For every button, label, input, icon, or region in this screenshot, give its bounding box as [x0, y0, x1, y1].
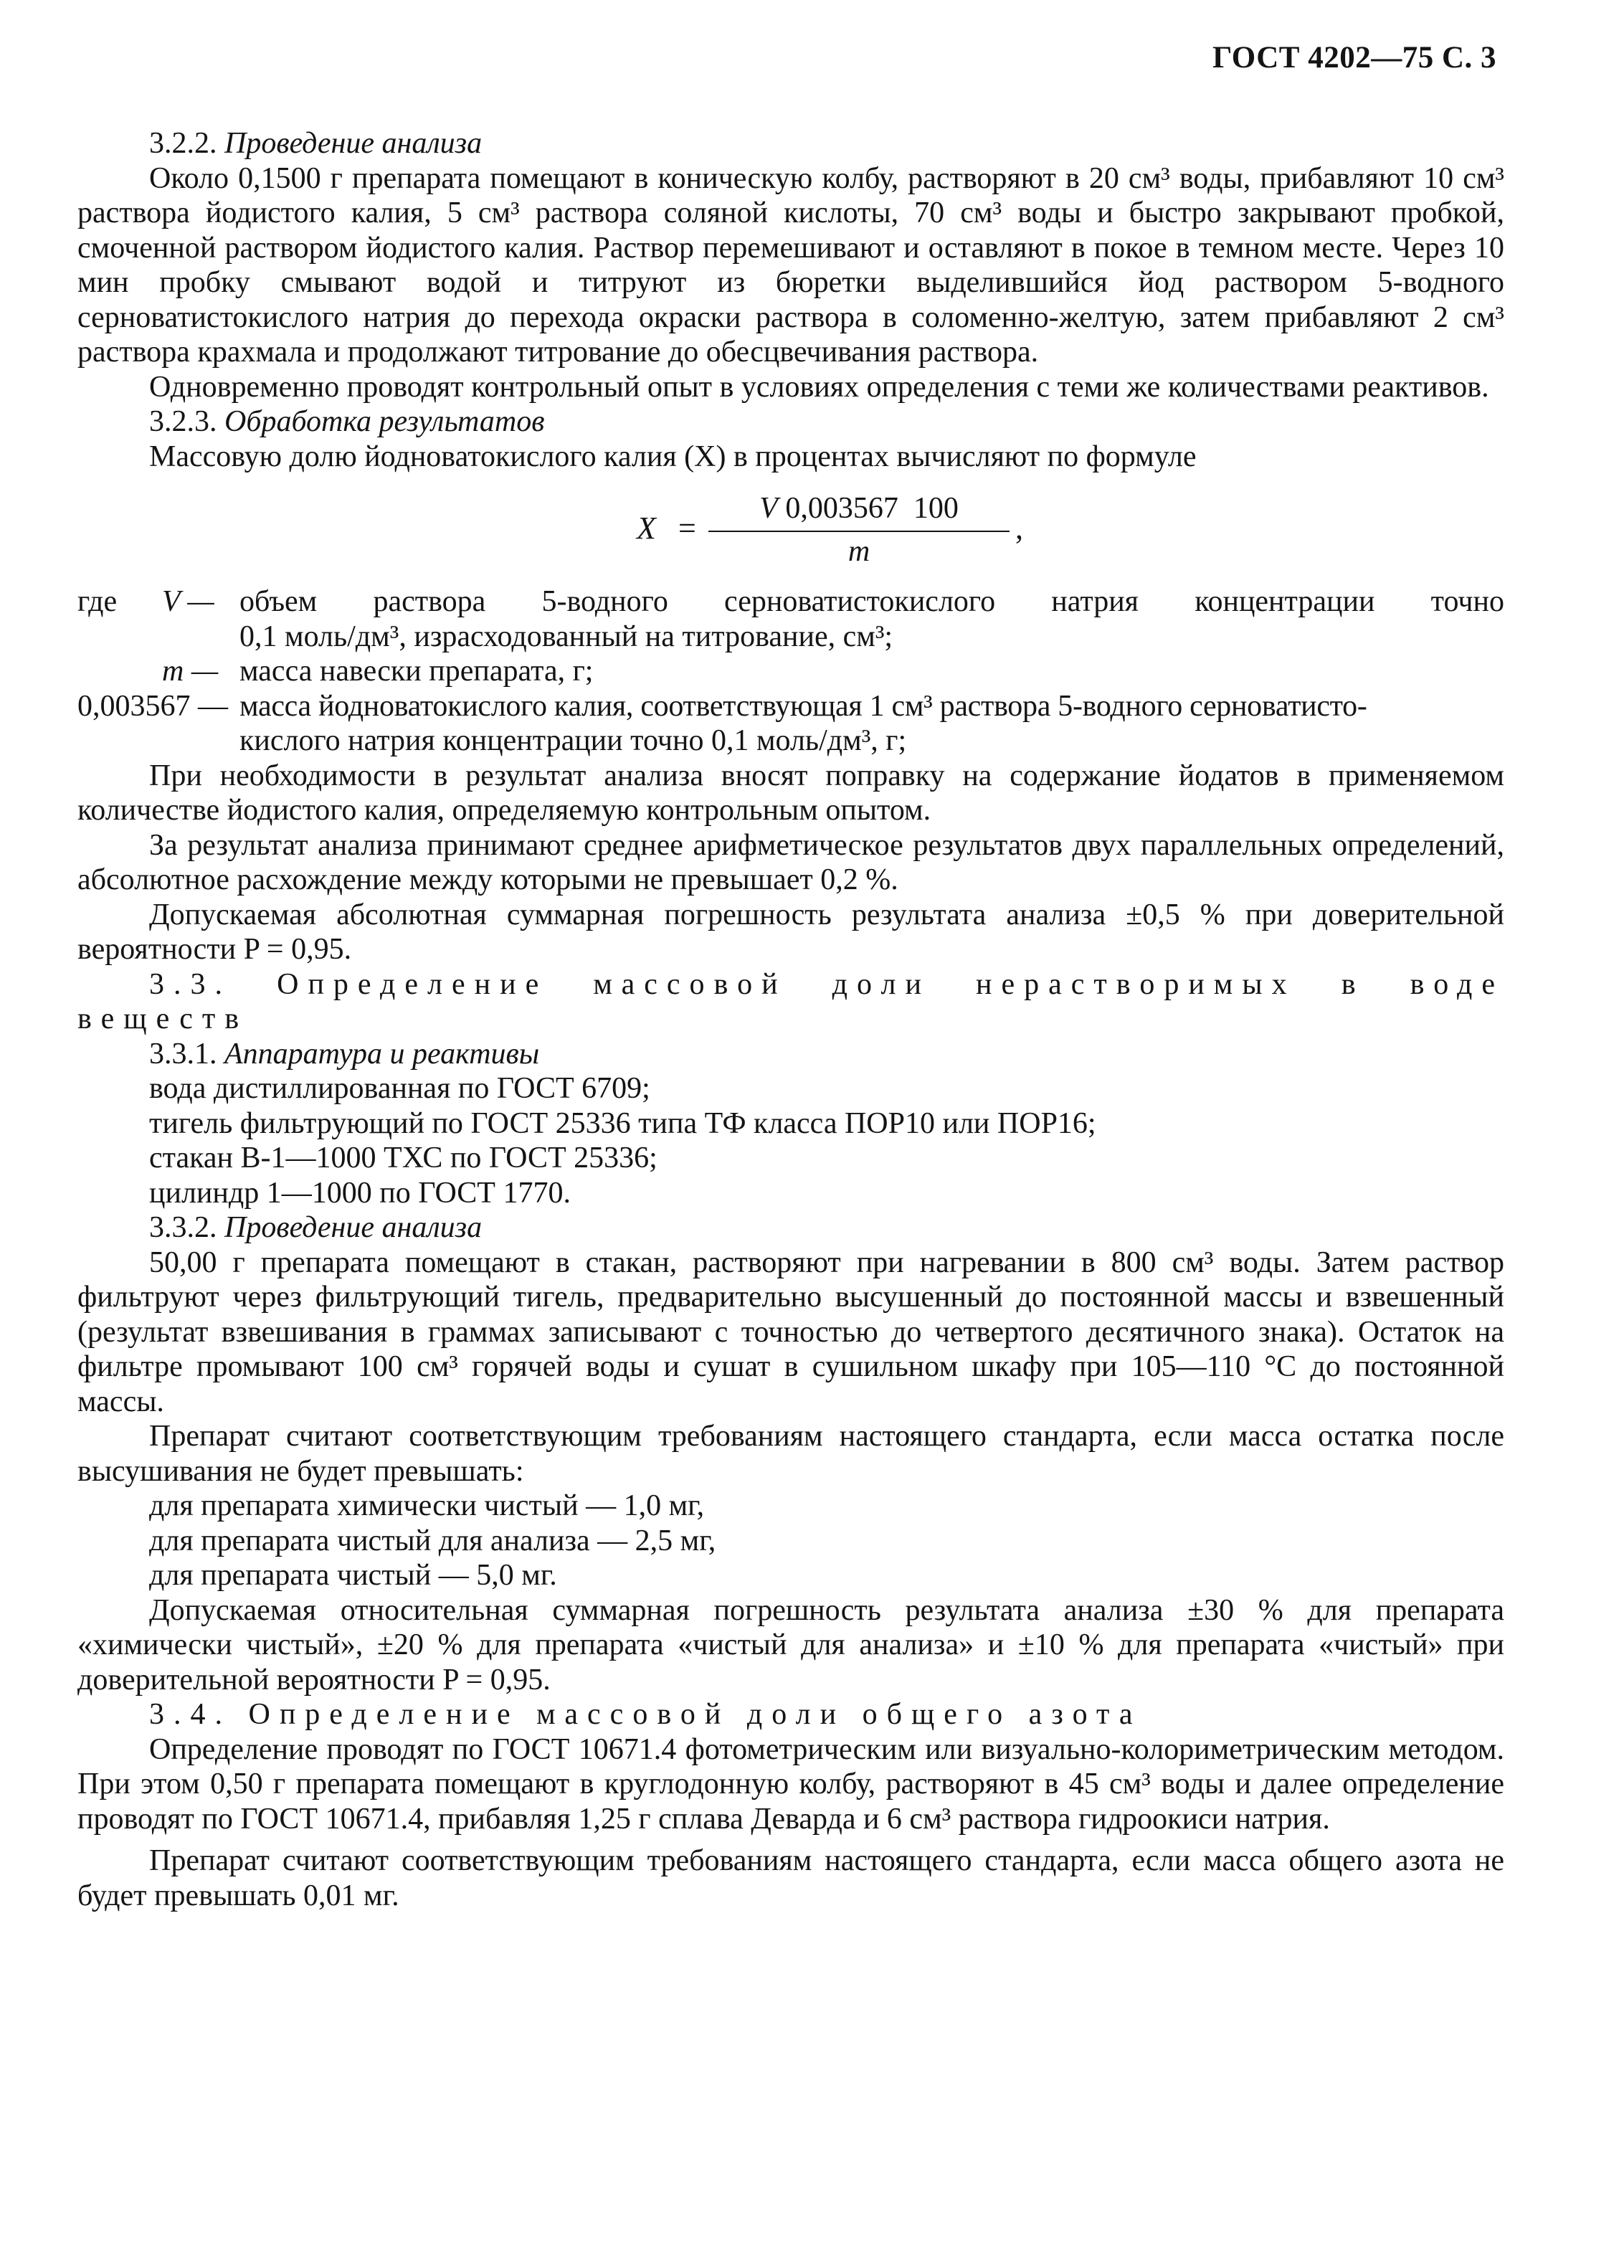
- where-label: где: [77, 585, 118, 618]
- formula-definitions: [77, 584, 1504, 759]
- definition-symbol: 0,003567 —: [77, 689, 228, 723]
- definition-m: [77, 654, 1504, 689]
- section-3-3-heading: 3.3. Определение массовой доли нерастворимых в воде веществ: [77, 967, 1504, 1035]
- section-3-4-heading: 3.4. Определение массовой доли общего азота: [149, 1698, 1142, 1731]
- definition-text: масса йодноватокислого калия, соответствующая 1 см³ раствора 5-водного серноватисто-: [239, 689, 1367, 723]
- paragraph-analysis-procedure: Около 0,1500 г препарата помещают в коническую колбу, растворяют в 20 см³ воды, прибавляют 10 см³ раствора йодистого калия, 5 см³ раствора соляной кислоты, 70 см³ воды и быстро закрывают пробкой, смоченной раствором йодистого калия. Раствор перемешивают и оставляют в покое в темном месте. Через 10 мин пробку смывают водой и титруют из бюретки выделившийся йод раствором 5-водного серноватистокислого натрия до перехода окраски раствора в соломенно-желтую, затем прибавляют 2 см³ раствора крахмала и продолжают титрование до обесцвечивания раствора.: [77, 161, 1504, 369]
- definition-symbol: V —: [162, 585, 214, 618]
- definition-text-continued: 0,1 моль/дм³, израсходованный на титрование, см³;: [239, 620, 893, 653]
- formula-denominator: m: [847, 535, 870, 568]
- definition-text: объем раствора 5-водного серноватистокислого натрия концентрации точно: [239, 585, 1504, 618]
- paragraph-nitrogen-criteria: Препарат считают соответствующим требованиям настоящего стандарта, если масса общего азота не будет превышать 0,01 мг.: [77, 1844, 1504, 1912]
- paragraph-formula-intro: Массовую долю йодноватокислого калия (X) в процентах вычисляют по формуле: [149, 440, 1197, 473]
- subsection-3-2-2-heading: 3.2.2. Проведение анализа: [149, 127, 483, 160]
- paragraph-correction: При необходимости в результат анализа вносят поправку на содержание йодатов в применяемом количестве йодистого калия, определяемую контрольным опытом.: [77, 759, 1504, 827]
- formula-numerator: V 0,003567 100: [759, 492, 959, 525]
- definition-text-continued: кислого натрия концентрации точно 0,1 моль/дм³, г;: [239, 724, 907, 757]
- equipment-item: цилиндр 1—1000 по ГОСТ 1770.: [149, 1176, 571, 1210]
- paragraph-insoluble-procedure: 50,00 г препарата помещают в стакан, растворяют при нагревании в 800 см³ воды. Затем раствор фильтруют через фильтрующий тигель, предварительно высушенный до постоянной массы и взвешенный (результат взвешивания в граммах записывают с точностью до четвертого десятичного знака). Остаток на фильтре промывают 100 см³ горячей воды и сушат в сушильном шкафу при 105—110 °С до постоянной массы.: [77, 1245, 1504, 1418]
- limit-item: для препарата чистый для анализа — 2,5 мг,: [149, 1524, 716, 1557]
- document-body: [77, 126, 1504, 1913]
- definition-constant: [77, 689, 1504, 724]
- subsection-3-3-1-heading: 3.3.1. Аппаратура и реактивы: [149, 1037, 540, 1071]
- definition-text: масса навески препарата, г;: [239, 655, 594, 688]
- paragraph-insoluble-criteria: Препарат считают соответствующим требованиям настоящего стандарта, если масса остатка после высушивания не будет превышать:: [77, 1420, 1504, 1488]
- paragraph-error: Допускаемая абсолютная суммарная погрешность результата анализа ±0,5 % при доверительной вероятности P = 0,95.: [77, 898, 1504, 966]
- subsection-3-2-3-heading: 3.2.3. Обработка результатов: [149, 405, 545, 438]
- paragraph-nitrogen-method: Определение проводят по ГОСТ 10671.4 фотометрическим или визуально-колориметрическим методом. При этом 0,50 г препарата помещают в круглодонную колбу, растворяют в 45 см³ воды и далее определение проводят по ГОСТ 10671.4, прибавляя 1,25 г сплава Деварда и 6 см³ раствора гидроокиси натрия.: [77, 1732, 1504, 1836]
- subsection-3-3-2-heading: 3.3.2. Проведение анализа: [149, 1211, 483, 1244]
- formula-fraction-bar: [708, 531, 1010, 532]
- paragraph-insoluble-error: Допускаемая относительная суммарная погрешность результата анализа ±30 % для препарата «химически чистый», ±20 % для препарата «чистый для анализа» и ±10 % для препарата «чистый» при доверительной вероятности P = 0,95.: [77, 1593, 1504, 1697]
- page-header: ГОСТ 4202—75 С. 3: [1212, 41, 1496, 75]
- equipment-item: вода дистиллированная по ГОСТ 6709;: [149, 1072, 650, 1105]
- equipment-item: стакан В-1—1000 ТХС по ГОСТ 25336;: [149, 1142, 657, 1175]
- paragraph-control-experiment: Одновременно проводят контрольный опыт в условиях определения с теми же количествами реактивов.: [149, 370, 1489, 404]
- formula-equals: =: [678, 511, 696, 546]
- limit-item: для препарата химически чистый — 1,0 мг,: [149, 1489, 705, 1522]
- equipment-item: тигель фильтрующий по ГОСТ 25336 типа ТФ класса ПОР10 или ПОР16;: [149, 1106, 1096, 1140]
- formula: [77, 487, 1504, 573]
- definition-symbol: m —: [162, 655, 219, 688]
- formula-lhs: X: [637, 511, 656, 546]
- limit-item: для препарата чистый — 5,0 мг.: [149, 1559, 557, 1592]
- paragraph-result: За результат анализа принимают среднее арифметическое результатов двух параллельных определений, абсолютное расхождение между которыми не превышает 0,2 %.: [77, 828, 1504, 896]
- definition-v: [77, 584, 1504, 620]
- formula-comma: ,: [1015, 511, 1023, 546]
